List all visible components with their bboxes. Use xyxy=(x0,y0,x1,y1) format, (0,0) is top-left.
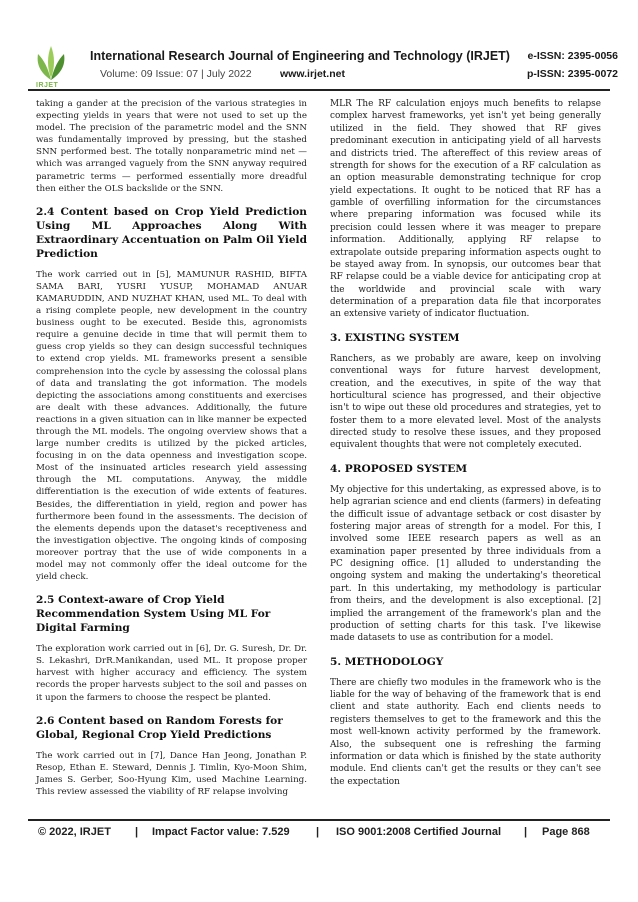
footer-separator: | xyxy=(524,826,528,838)
section-heading: 3. EXISTING SYSTEM xyxy=(330,331,460,344)
footer-separator: | xyxy=(135,826,139,838)
journal-header xyxy=(0,0,638,92)
section-heading: 2.6 Content based on Random Forests for Global, Regional Crop Yield Predictions xyxy=(36,714,283,741)
paragraph: The exploration work carried out in [6], Dr. G. Suresh, Dr. Dr. S. Lekashri, DrR.Manikandan, used ML. It propose proper harvest with higher accuracy and efficiency. The system records the proper harvests subject to the soil and passes on it upon the farmers to choose the respect be planted. xyxy=(36,644,307,703)
paragraph: The work carried out in [7], Dance Han Jeong, Jonathan P. Resop, Ethan E. Steward, Dennis J. Timlin, Kyo-Moon Shim, James S. Gerber, Soo-Hyung Kim, used Machine Learning. This review assessed the viability of RF relapse involving xyxy=(36,750,307,797)
footer-separator: | xyxy=(316,826,320,838)
footer-iso-certification: ISO 9001:2008 Certified Journal xyxy=(336,826,502,838)
paragraph: taking a gander at the precision of the various strategies in expecting yields in years that were not used to set up the model. The precision of the parametric model and the SNN was fundamentally improved by pressing, but the stashed SNN performed best. The totally nonparametric mind net — which was arranged vaguely from the SNN anyway required parametric terms — performed essentially more dreadful then either the OLS backslide or the SNN. xyxy=(36,99,307,194)
header-divider xyxy=(28,89,610,91)
footer-copyright: © 2022, IRJET xyxy=(38,826,111,838)
logo-text: IRJET xyxy=(36,82,59,89)
section-heading: 4. PROPOSED SYSTEM xyxy=(330,462,468,475)
paragraph: Ranchers, as we probably are aware, keep on involving conventional ways for future harvest development, creation, and the executives, in spite of the way that horticultural science has progressed, and their objective isn't to wipe out these old procedures and strategies, yet to foster them to a more elevated level. Most of the analysts directed study to resolve these issues, and they proposed equivalent thoughts that were not completely executed. xyxy=(330,353,601,451)
volume-issue: Volume: 09 Issue: 07 | July 2022 xyxy=(100,68,252,80)
footer-page-number: Page 868 xyxy=(542,826,590,838)
irjet-logo-icon xyxy=(30,44,72,84)
eissn: e-ISSN: 2395-0056 xyxy=(527,50,618,62)
pissn: p-ISSN: 2395-0072 xyxy=(526,68,618,80)
paragraph: There are chiefly two modules in the framework who is the liable for the way of behaving of the framework that is end client and state authority. Each end clients needs to registers themselves to get to the framework and this the most well-known activity performed by the framework. Also, the subsequent one is refreshing the farming information or data which is finished by the state authority module. End clients can't get the results or they can't see the expectation xyxy=(330,677,601,787)
right-column xyxy=(330,98,601,798)
left-column xyxy=(36,98,307,808)
journal-website[interactable]: www.irjet.net xyxy=(280,68,345,80)
footer-divider xyxy=(28,819,610,821)
section-heading: 5. METHODOLOGY xyxy=(330,655,444,668)
section-heading: 2.4 Content based on Crop Yield Prediction Using ML Approaches Along With Extraordinary Accentuation on Palm Oil Yield Prediction xyxy=(36,205,307,260)
footer-impact-factor: Impact Factor value: 7.529 xyxy=(152,826,290,838)
journal-title: International Research Journal of Engineering and Technology (IRJET) xyxy=(90,49,510,63)
paragraph: My objective for this undertaking, as expressed above, is to help agrarian science and end clients (farmers) in defeating the difficult issue of advantage setback or cost disaster by fostering major areas of strength for a model. For this, I involved some IEEE research papers as well as an examination paper presented by three individuals from a PC designing office. [1] alluded to understanding the ongoing system and making the undertaking's theoretical part. In this undertaking, my methodology is particular from theirs, and the development is also exceptional. [2] implied the arrangement of the framework's plan and the production of setting charts for this task. I've likewise made datasets to use as contribution for a model. xyxy=(330,484,601,644)
paragraph: The work carried out in [5], MAMUNUR RASHID, BIFTA SAMA BARI, YUSRI YUSUP, MOHAMAD ANUAR KAMARUDDIN, AND NUZHAT KHAN, used ML. To deal with a rising complete people, new development in the country business ought to be executed. Beside this, agronomists require a genuine decide in time that will permit them to guess crop yields so they can design successful techniques to extend crop yields. ML frameworks present a sensible comprehension into the cycle by assessing the colossal plans of data and translating the got information. The models depicting the associations among constituents and exercises are dealt with these advances. Additionally, the future reactions in a given situation can in like manner be expected through the ML models. The ongoing overview shows that a large number credits is utilized by the picked articles, focusing in on the data openness and investigation scope. Most of the insinuated articles research yield assessing through the ML computations. Anyway, the middle differentiation is the execution of wide extents of features. Besides, the differentiation in yield, region and power has furthermore been found in the assessments. The decision of the elements depends upon the dataset's receptiveness and the investigation objective. The ongoing kinds of composing moreover portray that the use of wide components in a model may not commonly offer the ideal outcome for the yield check. xyxy=(36,269,307,583)
section-heading: 2.5 Context-aware of Crop Yield Recommendation System Using ML For Digital Farming xyxy=(36,594,271,635)
paragraph: MLR The RF calculation enjoys much benefits to relapse complex harvest frameworks, yet isn't yet being generally utilized in the field. They showed that RF gives predominant execution in anticipating yield of all harvests and districts tried. The aftereffect of this review areas of strength for shows for the execution of a RF calculation as an option measurable demonstrating technique for crop yield expectations. It ought to be noticed that RF has a gamble of overfilling information for the circumstances where preparing information was focused while its precision could lessen where it was meager to prepare information. Additionally, applying RF relapse to extrapolate outside preparing information aspects ought to be stayed away from. In synopsis, our outcomes bear that RF relapse could be a viable device for anticipating crop at the worldwide and provincial scale with wary determination of a preparation data file that incorporates an extensive variety of indicator fluctuation. xyxy=(330,99,601,320)
journal-footer xyxy=(0,826,638,844)
